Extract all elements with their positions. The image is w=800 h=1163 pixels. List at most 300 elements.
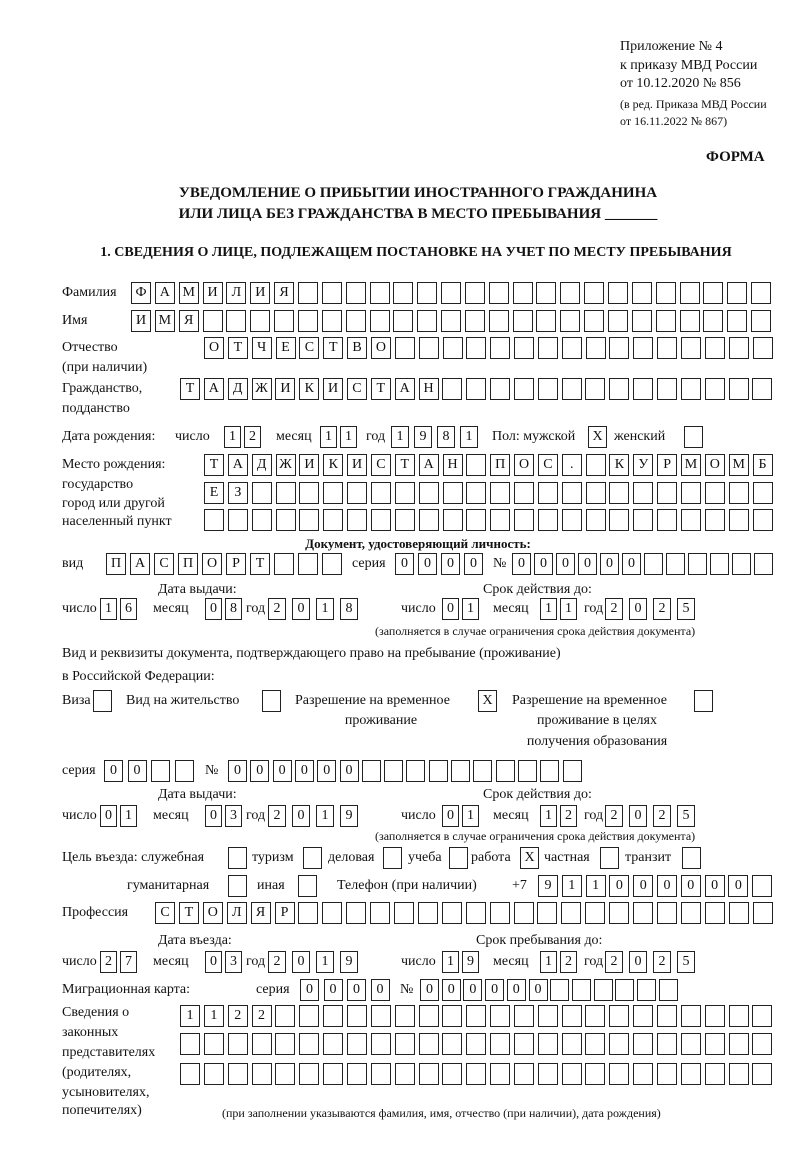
birthplace-1-char-box[interactable]: Д (252, 454, 272, 476)
name-char-box[interactable] (632, 310, 652, 332)
entry-year-char-box[interactable]: 0 (292, 951, 310, 973)
surname-char-box[interactable] (322, 282, 342, 304)
citizenship-char-box[interactable]: И (323, 378, 343, 400)
patronymic-char-box[interactable] (609, 337, 629, 359)
name-char-box[interactable] (203, 310, 223, 332)
birthplace-2-char-box[interactable] (371, 482, 391, 504)
guardians-2-char-box[interactable] (705, 1033, 725, 1055)
birth-day-char-box[interactable]: 1 (224, 426, 241, 448)
doc-kind-char-box[interactable]: Р (226, 553, 246, 575)
birthplace-1-char-box[interactable]: . (562, 454, 582, 476)
surname-char-box[interactable] (703, 282, 723, 304)
mig-number-char-box[interactable] (594, 979, 613, 1001)
birthplace-1-char-box[interactable]: Ж (276, 454, 296, 476)
guardians-3-char-box[interactable] (419, 1063, 439, 1085)
citizenship-char-box[interactable]: Т (180, 378, 200, 400)
birthplace-1-char-box[interactable]: С (538, 454, 558, 476)
entry-day-char-box[interactable]: 2 (100, 951, 117, 973)
stay-year-char-box[interactable]: 2 (605, 951, 623, 973)
patronymic-char-box[interactable] (562, 337, 582, 359)
doc-number-char-box[interactable] (710, 553, 729, 575)
guardians-3-char-box[interactable] (562, 1063, 582, 1085)
stay-day-char-box[interactable]: 9 (462, 951, 479, 973)
patronymic-char-box[interactable] (514, 337, 534, 359)
guardians-1-char-box[interactable] (490, 1005, 510, 1027)
permit-number-char-box[interactable] (473, 760, 492, 782)
birthplace-2-char-box[interactable] (395, 482, 415, 504)
doc-series-char-box[interactable]: 0 (441, 553, 460, 575)
surname-char-box[interactable] (465, 282, 485, 304)
birthplace-2-char-box[interactable] (347, 482, 367, 504)
doc-kind-char-box[interactable] (298, 553, 318, 575)
profession-char-box[interactable] (346, 902, 366, 924)
permit-issue-year-char-box[interactable]: 0 (292, 805, 310, 827)
birthplace-2-char-box[interactable] (562, 482, 582, 504)
surname-char-box[interactable] (298, 282, 318, 304)
citizenship-char-box[interactable]: Н (419, 378, 439, 400)
phone-char-box[interactable]: 9 (538, 875, 558, 897)
permit-valid-month-char-box[interactable]: 1 (540, 805, 557, 827)
doc-issue-month-char-box[interactable]: 0 (205, 598, 222, 620)
permit-series-char-box[interactable]: 0 (104, 760, 123, 782)
birthplace-2-char-box[interactable] (490, 482, 510, 504)
guardians-3-char-box[interactable] (466, 1063, 486, 1085)
guardians-3-char-box[interactable] (585, 1063, 605, 1085)
guardians-3-char-box[interactable] (371, 1063, 391, 1085)
guardians-1-char-box[interactable] (609, 1005, 629, 1027)
profession-char-box[interactable] (537, 902, 557, 924)
guardians-1-char-box[interactable] (395, 1005, 415, 1027)
permit-issue-year-char-box[interactable]: 2 (268, 805, 286, 827)
doc-kind-char-box[interactable] (274, 553, 294, 575)
surname-char-box[interactable] (656, 282, 676, 304)
permit-issue-month-char-box[interactable]: 3 (225, 805, 242, 827)
entry-month-char-box[interactable]: 0 (205, 951, 222, 973)
guardians-2-char-box[interactable] (323, 1033, 343, 1055)
citizenship-char-box[interactable]: Д (228, 378, 248, 400)
doc-series-char-box[interactable]: 0 (464, 553, 483, 575)
guardians-1-char-box[interactable] (562, 1005, 582, 1027)
guardians-1-char-box[interactable] (347, 1005, 367, 1027)
guardians-2-char-box[interactable] (609, 1033, 629, 1055)
birthplace-1-char-box[interactable]: Т (395, 454, 415, 476)
birthplace-2-char-box[interactable] (466, 482, 486, 504)
birthplace-1-char-box[interactable]: Р (657, 454, 677, 476)
guardians-3-char-box[interactable] (609, 1063, 629, 1085)
surname-char-box[interactable] (536, 282, 556, 304)
permit-series-char-box[interactable] (151, 760, 170, 782)
phone-char-box[interactable]: 1 (586, 875, 606, 897)
birthplace-2-char-box[interactable] (657, 482, 677, 504)
doc-valid-day-char-box[interactable]: 0 (442, 598, 459, 620)
doc-number-char-box[interactable]: 0 (534, 553, 553, 575)
guardians-2-char-box[interactable] (228, 1033, 248, 1055)
mig-number-char-box[interactable]: 0 (442, 979, 461, 1001)
surname-char-box[interactable] (370, 282, 390, 304)
citizenship-char-box[interactable] (729, 378, 749, 400)
name-char-box[interactable] (441, 310, 461, 332)
birthplace-2-char-box[interactable] (299, 482, 319, 504)
patronymic-char-box[interactable] (633, 337, 653, 359)
birthplace-1-char-box[interactable] (466, 454, 486, 476)
doc-number-char-box[interactable] (754, 553, 773, 575)
visa-checkbox[interactable] (93, 690, 112, 712)
doc-number-char-box[interactable]: 0 (600, 553, 619, 575)
entry-day-char-box[interactable]: 7 (120, 951, 137, 973)
mig-series-char-box[interactable]: 0 (371, 979, 390, 1001)
surname-char-box[interactable] (608, 282, 628, 304)
birthplace-1-char-box[interactable]: М (681, 454, 701, 476)
birthplace-3-char-box[interactable] (753, 509, 773, 531)
name-char-box[interactable] (250, 310, 270, 332)
birthplace-3-char-box[interactable] (490, 509, 510, 531)
name-char-box[interactable] (727, 310, 747, 332)
birthplace-1-char-box[interactable]: Н (443, 454, 463, 476)
guardians-1-char-box[interactable] (585, 1005, 605, 1027)
birthplace-3-char-box[interactable] (538, 509, 558, 531)
permit-number-char-box[interactable]: 0 (273, 760, 292, 782)
birthplace-2-char-box[interactable] (419, 482, 439, 504)
stay-month-char-box[interactable]: 2 (560, 951, 577, 973)
profession-char-box[interactable] (633, 902, 653, 924)
guardians-3-char-box[interactable] (228, 1063, 248, 1085)
profession-char-box[interactable]: Т (179, 902, 199, 924)
name-char-box[interactable] (751, 310, 771, 332)
mig-series-char-box[interactable]: 0 (300, 979, 319, 1001)
mig-number-char-box[interactable] (659, 979, 678, 1001)
birthplace-2-char-box[interactable] (729, 482, 749, 504)
doc-issue-year-char-box[interactable]: 0 (292, 598, 310, 620)
surname-char-box[interactable]: Я (274, 282, 294, 304)
doc-number-char-box[interactable] (644, 553, 663, 575)
guardians-2-char-box[interactable] (490, 1033, 510, 1055)
surname-char-box[interactable]: Ф (131, 282, 151, 304)
doc-kind-char-box[interactable]: А (130, 553, 150, 575)
doc-number-char-box[interactable]: 0 (578, 553, 597, 575)
guardians-1-char-box[interactable] (275, 1005, 295, 1027)
mig-number-char-box[interactable]: 0 (463, 979, 482, 1001)
birth-year-char-box[interactable]: 9 (414, 426, 432, 448)
permit-series-char-box[interactable] (175, 760, 194, 782)
permit-number-char-box[interactable] (384, 760, 403, 782)
profession-char-box[interactable] (490, 902, 510, 924)
guardians-2-char-box[interactable] (180, 1033, 200, 1055)
entry-year-char-box[interactable]: 9 (340, 951, 358, 973)
permit-number-char-box[interactable]: 0 (228, 760, 247, 782)
birthplace-3-char-box[interactable] (276, 509, 296, 531)
guardians-2-char-box[interactable] (657, 1033, 677, 1055)
name-char-box[interactable] (656, 310, 676, 332)
doc-number-char-box[interactable]: 0 (512, 553, 531, 575)
doc-valid-month-char-box[interactable]: 1 (560, 598, 577, 620)
profession-char-box[interactable] (657, 902, 677, 924)
name-char-box[interactable] (298, 310, 318, 332)
patronymic-char-box[interactable] (395, 337, 415, 359)
birthplace-3-char-box[interactable] (705, 509, 725, 531)
patronymic-char-box[interactable] (681, 337, 701, 359)
guardians-1-char-box[interactable] (442, 1005, 462, 1027)
name-char-box[interactable] (370, 310, 390, 332)
profession-char-box[interactable] (442, 902, 462, 924)
patronymic-char-box[interactable] (657, 337, 677, 359)
mig-number-char-box[interactable]: 0 (529, 979, 548, 1001)
name-char-box[interactable] (274, 310, 294, 332)
patronymic-char-box[interactable]: Е (276, 337, 296, 359)
name-char-box[interactable]: Я (179, 310, 199, 332)
birthplace-3-char-box[interactable] (252, 509, 272, 531)
birthplace-3-char-box[interactable] (562, 509, 582, 531)
purpose-tourism-checkbox[interactable] (303, 847, 322, 869)
doc-valid-day-char-box[interactable]: 1 (462, 598, 479, 620)
surname-char-box[interactable]: А (155, 282, 175, 304)
name-char-box[interactable] (680, 310, 700, 332)
doc-series-char-box[interactable]: 0 (395, 553, 414, 575)
doc-issue-day-char-box[interactable]: 6 (120, 598, 137, 620)
profession-char-box[interactable]: Р (275, 902, 295, 924)
birth-year-char-box[interactable]: 8 (437, 426, 455, 448)
citizenship-char-box[interactable] (562, 378, 582, 400)
surname-char-box[interactable] (417, 282, 437, 304)
guardians-1-char-box[interactable] (371, 1005, 391, 1027)
birthplace-2-char-box[interactable] (753, 482, 773, 504)
mig-number-char-box[interactable] (615, 979, 634, 1001)
name-char-box[interactable]: М (155, 310, 175, 332)
purpose-private-checkbox[interactable] (600, 847, 619, 869)
residence-checkbox[interactable] (262, 690, 281, 712)
profession-char-box[interactable]: С (155, 902, 175, 924)
guardians-3-char-box[interactable] (490, 1063, 510, 1085)
phone-char-box[interactable]: 1 (562, 875, 582, 897)
doc-valid-year-char-box[interactable]: 2 (605, 598, 623, 620)
guardians-1-char-box[interactable] (538, 1005, 558, 1027)
birthplace-3-char-box[interactable] (609, 509, 629, 531)
birthplace-3-char-box[interactable] (347, 509, 367, 531)
birthplace-1-char-box[interactable]: А (228, 454, 248, 476)
patronymic-char-box[interactable]: О (371, 337, 391, 359)
patronymic-char-box[interactable] (538, 337, 558, 359)
doc-issue-year-char-box[interactable]: 1 (316, 598, 334, 620)
birthplace-3-char-box[interactable] (657, 509, 677, 531)
guardians-2-char-box[interactable] (252, 1033, 272, 1055)
guardians-3-char-box[interactable] (323, 1063, 343, 1085)
citizenship-char-box[interactable] (609, 378, 629, 400)
birthplace-3-char-box[interactable] (299, 509, 319, 531)
permit-valid-year-char-box[interactable]: 2 (605, 805, 623, 827)
doc-kind-char-box[interactable]: О (202, 553, 222, 575)
name-char-box[interactable] (536, 310, 556, 332)
surname-char-box[interactable] (346, 282, 366, 304)
birth-month-char-box[interactable]: 1 (320, 426, 337, 448)
patronymic-char-box[interactable] (753, 337, 773, 359)
birthplace-3-char-box[interactable] (586, 509, 606, 531)
guardians-1-char-box[interactable] (514, 1005, 534, 1027)
patronymic-char-box[interactable]: Т (323, 337, 343, 359)
profession-char-box[interactable] (466, 902, 486, 924)
profession-char-box[interactable] (394, 902, 414, 924)
guardians-1-char-box[interactable] (752, 1005, 772, 1027)
birthplace-1-char-box[interactable]: К (323, 454, 343, 476)
name-char-box[interactable] (513, 310, 533, 332)
surname-char-box[interactable] (489, 282, 509, 304)
phone-char-box[interactable]: 0 (681, 875, 701, 897)
patronymic-char-box[interactable]: Ч (252, 337, 272, 359)
birthplace-2-char-box[interactable] (443, 482, 463, 504)
birthplace-1-char-box[interactable]: У (633, 454, 653, 476)
guardians-1-char-box[interactable] (729, 1005, 749, 1027)
sex-male-checkbox[interactable]: X (588, 426, 607, 448)
guardians-2-char-box[interactable] (633, 1033, 653, 1055)
name-char-box[interactable] (703, 310, 723, 332)
surname-char-box[interactable] (680, 282, 700, 304)
purpose-other-checkbox[interactable] (298, 875, 317, 897)
guardians-3-char-box[interactable] (180, 1063, 200, 1085)
guardians-1-char-box[interactable]: 2 (228, 1005, 248, 1027)
birthplace-2-char-box[interactable]: Е (204, 482, 224, 504)
permit-valid-day-char-box[interactable]: 1 (462, 805, 479, 827)
doc-number-char-box[interactable] (666, 553, 685, 575)
guardians-2-char-box[interactable] (585, 1033, 605, 1055)
birthplace-2-char-box[interactable] (705, 482, 725, 504)
guardians-1-char-box[interactable] (466, 1005, 486, 1027)
guardians-3-char-box[interactable] (299, 1063, 319, 1085)
purpose-transit-checkbox[interactable] (682, 847, 701, 869)
birthplace-3-char-box[interactable] (419, 509, 439, 531)
birthplace-1-char-box[interactable]: О (705, 454, 725, 476)
name-char-box[interactable] (417, 310, 437, 332)
stay-month-char-box[interactable]: 1 (540, 951, 557, 973)
permit-valid-year-char-box[interactable]: 2 (653, 805, 671, 827)
guardians-3-char-box[interactable] (252, 1063, 272, 1085)
guardians-2-char-box[interactable] (752, 1033, 772, 1055)
permit-issue-year-char-box[interactable]: 9 (340, 805, 358, 827)
birthplace-3-char-box[interactable] (228, 509, 248, 531)
citizenship-char-box[interactable]: А (204, 378, 224, 400)
citizenship-char-box[interactable]: Т (371, 378, 391, 400)
guardians-1-char-box[interactable]: 2 (252, 1005, 272, 1027)
birthplace-2-char-box[interactable] (586, 482, 606, 504)
stay-year-char-box[interactable]: 5 (677, 951, 695, 973)
surname-char-box[interactable]: Л (226, 282, 246, 304)
entry-year-char-box[interactable]: 1 (316, 951, 334, 973)
temp-edu-checkbox[interactable] (694, 690, 713, 712)
birth-year-char-box[interactable]: 1 (391, 426, 409, 448)
birthplace-2-char-box[interactable] (323, 482, 343, 504)
permit-issue-day-char-box[interactable]: 1 (120, 805, 137, 827)
surname-char-box[interactable] (393, 282, 413, 304)
purpose-work-checkbox[interactable]: X (520, 847, 539, 869)
name-char-box[interactable] (465, 310, 485, 332)
mig-series-char-box[interactable]: 0 (324, 979, 343, 1001)
birthplace-1-char-box[interactable]: А (419, 454, 439, 476)
patronymic-char-box[interactable]: В (347, 337, 367, 359)
guardians-1-char-box[interactable] (633, 1005, 653, 1027)
birthplace-2-char-box[interactable] (276, 482, 296, 504)
citizenship-char-box[interactable] (705, 378, 725, 400)
patronymic-char-box[interactable] (705, 337, 725, 359)
birthplace-3-char-box[interactable] (323, 509, 343, 531)
permit-valid-day-char-box[interactable]: 0 (442, 805, 459, 827)
permit-number-char-box[interactable] (362, 760, 381, 782)
stay-day-char-box[interactable]: 1 (442, 951, 459, 973)
permit-number-char-box[interactable] (429, 760, 448, 782)
guardians-2-char-box[interactable] (347, 1033, 367, 1055)
citizenship-char-box[interactable]: К (299, 378, 319, 400)
permit-issue-day-char-box[interactable]: 0 (100, 805, 117, 827)
doc-valid-year-char-box[interactable]: 5 (677, 598, 695, 620)
doc-kind-char-box[interactable]: Т (250, 553, 270, 575)
doc-issue-year-char-box[interactable]: 8 (340, 598, 358, 620)
phone-char-box[interactable]: 0 (609, 875, 629, 897)
mig-number-char-box[interactable] (637, 979, 656, 1001)
patronymic-char-box[interactable]: С (299, 337, 319, 359)
profession-char-box[interactable] (561, 902, 581, 924)
mig-number-char-box[interactable]: 0 (485, 979, 504, 1001)
surname-char-box[interactable] (727, 282, 747, 304)
phone-char-box[interactable]: 0 (728, 875, 748, 897)
guardians-3-char-box[interactable] (729, 1063, 749, 1085)
profession-char-box[interactable]: Я (251, 902, 271, 924)
permit-number-char-box[interactable]: 0 (340, 760, 359, 782)
doc-number-char-box[interactable] (688, 553, 707, 575)
guardians-2-char-box[interactable] (395, 1033, 415, 1055)
birthplace-1-char-box[interactable]: И (347, 454, 367, 476)
surname-char-box[interactable] (751, 282, 771, 304)
patronymic-char-box[interactable] (586, 337, 606, 359)
doc-issue-day-char-box[interactable]: 1 (100, 598, 117, 620)
doc-number-char-box[interactable]: 0 (622, 553, 641, 575)
permit-valid-year-char-box[interactable]: 5 (677, 805, 695, 827)
guardians-3-char-box[interactable] (347, 1063, 367, 1085)
guardians-3-char-box[interactable] (633, 1063, 653, 1085)
birthplace-3-char-box[interactable] (204, 509, 224, 531)
guardians-3-char-box[interactable] (705, 1063, 725, 1085)
birthplace-2-char-box[interactable] (252, 482, 272, 504)
entry-month-char-box[interactable]: 3 (225, 951, 242, 973)
citizenship-char-box[interactable] (442, 378, 462, 400)
stay-year-char-box[interactable]: 0 (629, 951, 647, 973)
surname-char-box[interactable]: И (250, 282, 270, 304)
profession-char-box[interactable] (585, 902, 605, 924)
birthplace-3-char-box[interactable] (514, 509, 534, 531)
birthplace-3-char-box[interactable] (371, 509, 391, 531)
permit-valid-month-char-box[interactable]: 2 (560, 805, 577, 827)
profession-char-box[interactable] (298, 902, 318, 924)
birthplace-1-char-box[interactable] (586, 454, 606, 476)
name-char-box[interactable] (346, 310, 366, 332)
surname-char-box[interactable]: И (203, 282, 223, 304)
phone-char-box[interactable] (752, 875, 772, 897)
citizenship-char-box[interactable] (752, 378, 772, 400)
profession-char-box[interactable]: О (203, 902, 223, 924)
guardians-3-char-box[interactable] (395, 1063, 415, 1085)
permit-series-char-box[interactable]: 0 (128, 760, 147, 782)
surname-char-box[interactable] (584, 282, 604, 304)
mig-number-char-box[interactable]: 0 (507, 979, 526, 1001)
doc-kind-char-box[interactable]: С (154, 553, 174, 575)
permit-number-char-box[interactable] (518, 760, 537, 782)
guardians-3-char-box[interactable] (442, 1063, 462, 1085)
birthplace-2-char-box[interactable] (633, 482, 653, 504)
surname-char-box[interactable] (632, 282, 652, 304)
guardians-1-char-box[interactable] (681, 1005, 701, 1027)
stay-year-char-box[interactable]: 2 (653, 951, 671, 973)
birth-year-char-box[interactable]: 1 (460, 426, 478, 448)
permit-valid-year-char-box[interactable]: 0 (629, 805, 647, 827)
name-char-box[interactable] (393, 310, 413, 332)
guardians-3-char-box[interactable] (538, 1063, 558, 1085)
guardians-1-char-box[interactable] (657, 1005, 677, 1027)
guardians-2-char-box[interactable] (729, 1033, 749, 1055)
